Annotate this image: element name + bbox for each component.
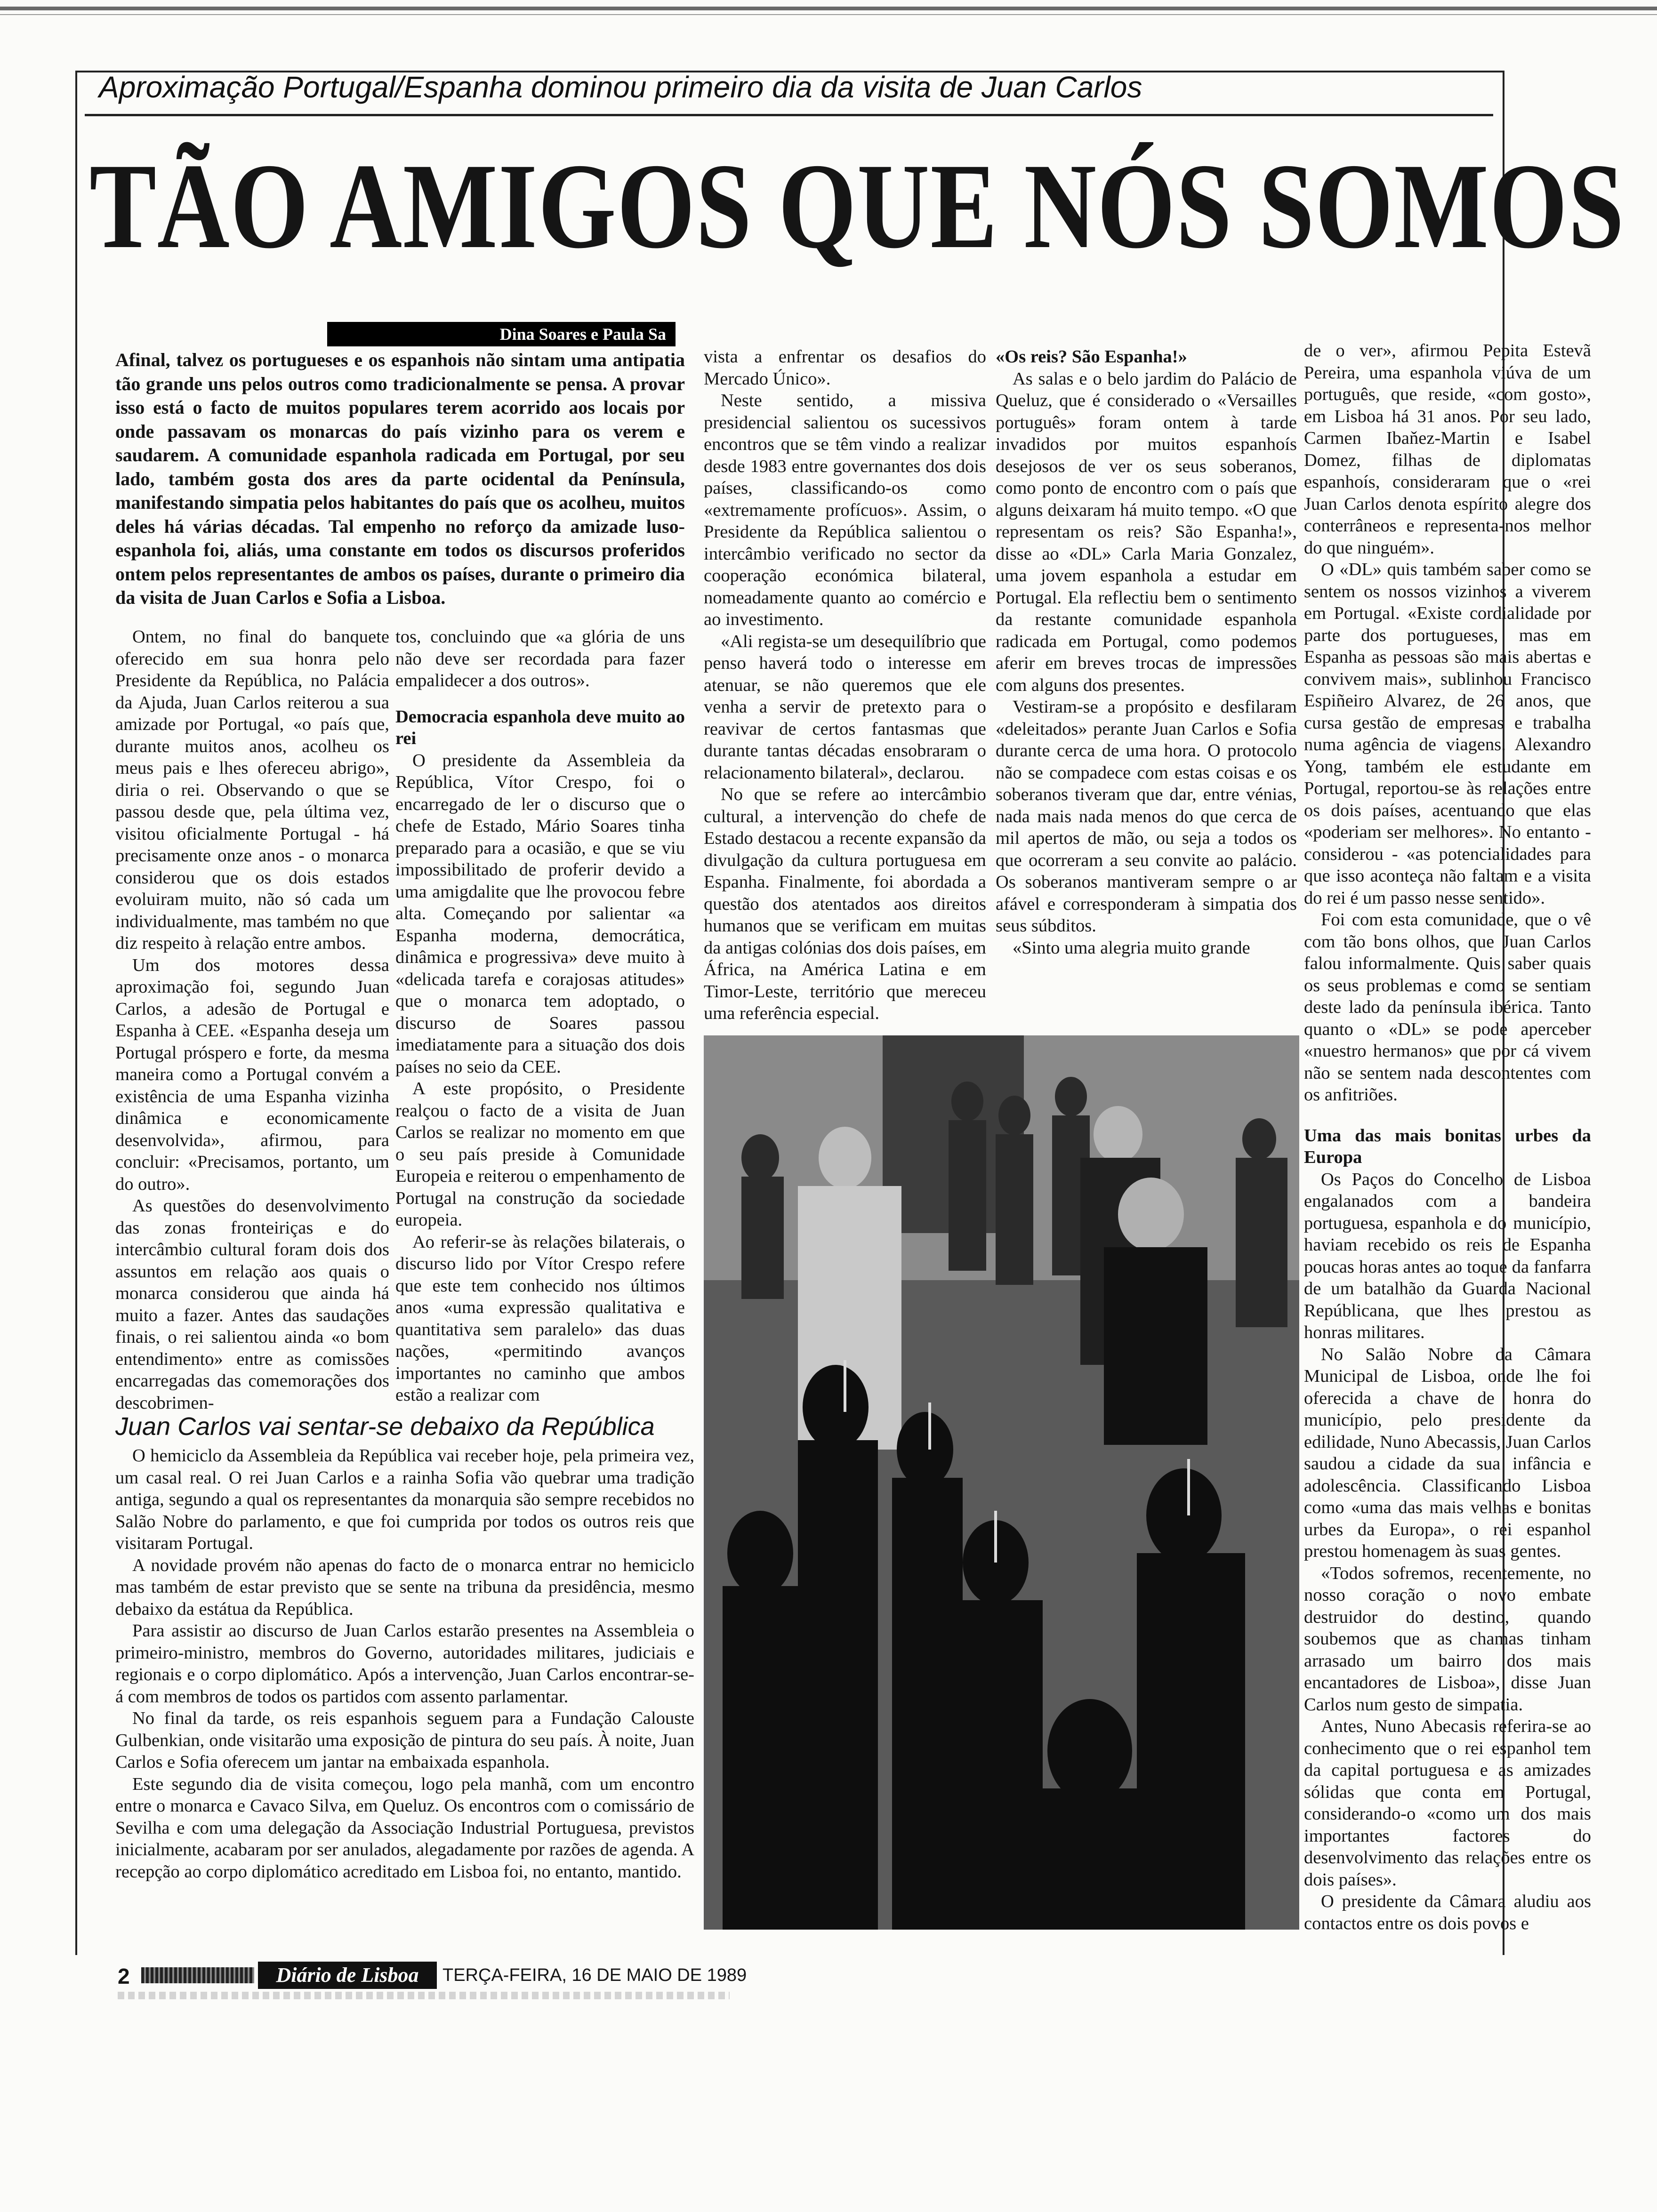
paragraph: vista a enfrentar os desafios do Mercado Único».	[704, 347, 986, 389]
subheading: Democracia espanhola deve muito ao rei	[395, 706, 685, 748]
paragraph: A novidade provém não apenas do facto de o monarca entrar no hemiciclo mas também de estar previsto que se sente na tribuna da presidência, mesmo debaixo da estátua da República.	[115, 1555, 694, 1619]
paragraph: Ontem, no final do banquete oferecido em sua honra pelo Presidente da República, no Palácia da Ajuda, Juan Carlos reiterou a sua amizade por Portugal, «o país que, durante muitos anos, acolheu os meus pais e lhes ofereceu abrigo», diria o rei. Observando o que se passou desde que, pela última vez, visitou oficialmente Portugal - há precisamente onze anos - o monarca considerou que os dois estados evoluiram muito, não só cada um individualmente, mas também no que diz respeito à relação entre ambos.	[115, 627, 389, 953]
paragraph: Os Paços do Concelho de Lisboa engalanados com a bandeira portuguesa, espanhola e do município, haviam recebido os reis de Espanha poucas horas antes ao toque da fanfarra de um batalhão da Guarda Nacional Repúblicana, que lhes prestou as honras militares.	[1304, 1169, 1591, 1342]
paragraph: «Ali regista-se um desequilíbrio que penso haverá todo o interesse em atenuar, se não queremos que ele venha a servir de pretexto para o reavivar de certos fantasmas que durante tantas décadas ensobraram o relacionamento bilateral», declarou.	[704, 631, 986, 783]
paragraph: Foi com esta comunidade, que o vê com tão bons olhos, que Juan Carlos falou informalmente. Quis saber quais os seus problemas e como se sentiam deste lado da península ibérica. Tanto quanto o «DL» se pode aperceber «nuestro hermanos» que por cá vivem não se sentem nada descontentes com os anfitriões.	[1304, 910, 1591, 1105]
top-border-line	[0, 7, 1657, 10]
top-border-thin-line	[0, 14, 1657, 15]
news-photograph	[704, 1035, 1299, 1930]
sidebar-title: Juan Carlos vai sentar-se debaixo da República	[115, 1412, 655, 1441]
paragraph: O hemiciclo da Assembleia da República vai receber hoje, pela primeira vez, um casal real. O rei Juan Carlos e a rainha Sofia vão quebrar uma tradição antiga, segundo a qual os representantes da monarquia são sempre recebidos no Salão Nobre do parlamento, e que foi cumprida por todos os outros reis que visitaram Portugal.	[115, 1446, 694, 1553]
paragraph: No Salão Nobre da Câmara Municipal de Lisboa, onde lhe foi oferecida a chave de honra do município, pelo presidente da edilidade, Nuno Abecassis, Juan Carlos saudou a cidade da sua infância e adolescência. Classificando Lisboa como «uma das mais velhas e bonitas urbes da Europa», o rei espanhol prestou homenagem às suas gentes.	[1304, 1344, 1591, 1561]
paragraph: Um dos motores dessa aproximação foi, segundo Juan Carlos, a adesão de Portugal e Espanha à CEE. «Espanha deseja um Portugal próspero e forte, da mesma maneira como a Portugal convém a existência de uma Espanha vizinha dinâmica e economicamente desenvolvida», afirmou, para concluir: «Precisamos, portanto, um do outro».	[115, 955, 389, 1194]
paragraph: tos, concluindo que «a glória de uns não deve ser recordada para fazer empalidecer a dos outros».	[395, 627, 685, 690]
paragraph: O «DL» quis também saber como se sentem os nossos vizinhos a viverem em Portugal. «Existe cordialidade por parte dos portugueses, mas em Espanha as pessoas são mais abertas e convivem mais», sublinhou Francisco Espiñeiro Alvarez, de 26 anos, que cursa gestão de empresas e trabalha numa agência de viagens. Alexandro Yong, também ele estudante em Portugal, reportou-se às relações entre os dois países, acentuando que elas «poderiam ser melhores». No entanto - considerou - «as potencialidades para que isso aconteça não faltam e a visita do rei é um passo nesse sentido».	[1304, 560, 1591, 908]
paragraph: Este segundo dia de visita começou, logo pela manhã, com um encontro entre o monarca e Cavaco Silva, em Queluz. Os encontros com o comissário de Sevilha e com uma delegação da Associação Industrial Portuguesa, previstos inicialmente, acabaram por ser anulados, alegadamente por razões de agenda. A recepção ao corpo diplomático acreditado em Lisboa foi, no entanto, mantido.	[115, 1774, 694, 1882]
paragraph: A este propósito, o Presidente realçou o facto de a visita de Juan Carlos se realizar no momento em que o seu país preside à Comunidade Europeia e reiterou o empenhamento de Portugal na construção da sociedade europeia.	[395, 1079, 685, 1230]
column-2	[395, 626, 685, 1406]
paragraph: «Sinto uma alegria muito grande	[1013, 938, 1250, 958]
paragraph: Ao referir-se às relações bilaterais, o discurso lido por Vítor Crespo refere que este tem conhecido nos últimos anos «uma expressão qualitativa e quantitativa sem paralelo» das duas nações, «permitindo avanços importantes no caminho que ambos estão a realizar com	[395, 1232, 685, 1405]
paragraph: «Todos sofremos, recentemente, no nosso coração o novo embate destruidor do destino, quando soubemos que as chamas tinham arrasado um bairro dos mais encantadores de Lisboa», disse Juan Carlos num gesto de simpatia.	[1304, 1563, 1591, 1715]
kicker: Aproximação Portugal/Espanha dominou primeiro dia da visita de Juan Carlos	[99, 70, 1142, 104]
paragraph: As salas e o belo jardim do Palácio de Queluz, que é considerado o «Versailles português» foram ontem à tarde invadidos por muitos espanhoís desejosos de ver os seus soberanos, como ponto de encontro com o país que alguns deixaram há muito tempo. «O que representam os reis? São Espanha!», disse ao «DL» Carla Maria Gonzalez, uma jovem espanhola a estudar em Portugal. Ela reflectiu bem o sentimento da restante comunidade espanhola radicada em Portugal, como podemos aferir em breves trocas de impressões com alguns dos presentes.	[996, 369, 1297, 695]
paragraph: de o ver», afirmou Pepita Estevã Pereira, uma espanhola viúva de um português, que reside, «com gosto», em Lisboa há 31 anos. Por seu lado, Carmen Ibaňez-Martin e Isabel Domez, filhas de diplomatas espanhoís, consideraram que o «rei Juan Carlos denota espírito alegre dos conterrâneos e representa-nos melhor do que ninguém».	[1304, 341, 1591, 558]
subheading: Uma das mais bonitas urbes da Europa	[1304, 1125, 1591, 1167]
sidebar-body	[115, 1445, 694, 1883]
photo-illustration	[704, 1035, 1299, 1930]
paragraph: Para assistir ao discurso de Juan Carlos estarão presentes na Assembleia o primeiro-ministro, membros do Governo, autoridades militares, judiciais e regionais e o corpo diplomático. Após a intervenção, Juan Carlos encontrar-se-á com membros de todos os partidos com assento parlamentar.	[115, 1621, 694, 1707]
paragraph: Vestiram-se a propósito e desfilaram «deleitados» perante Juan Carlos e Sofia durante cerca de uma hora. O protocolo não se compadece com estas coisas e os soberanos tiveram que dar, entre vénias, nada mais nada menos do que cerca de mil apertos de mão, ou seja a todos os que ocorreram a seu convite ao palácio. Os soberanos mantiveram sempre o ar afável e corresponderam à simpatia dos seus súbditos.	[996, 697, 1297, 936]
paragraph: No que se refere ao intercâmbio cultural, a intervenção do chefe de Estado destacou a recente expansão da divulgação da cultura portuguesa em Espanha. Finalmente, foi abordada a questão dos atentados aos direitos humanos que se verificam em muitas da antigas colónias dos dois países, em África, na América Latina e em Timor-Leste, território que mereceu uma referência especial.	[704, 785, 986, 1023]
paragraph: Neste sentido, a missiva presidencial salientou os sucessivos encontros que se têm vindo a realizar desde 1983 entre governantes dos dois países, classificando-os como «extremamente profícuos». Assim, o Presidente da República salientou o intercâmbio verificado no sector da cooperação económica bilateral, nomeadamente quanto ao comércio e ao investimento.	[704, 391, 986, 629]
column-3	[704, 346, 986, 1025]
issue-date: TERÇA-FEIRA, 16 DE MAIO DE 1989	[442, 1965, 747, 1985]
page-number: 2	[118, 1964, 130, 1988]
column-5	[1304, 340, 1591, 1934]
paragraph: O presidente da Câmara aludiu aos contactos entre os dois povos e	[1304, 1891, 1591, 1933]
headline: TÃO AMIGOS QUE NÓS SOMOS	[89, 138, 1625, 274]
masthead-logo: Diário de Lisboa	[258, 1962, 437, 1989]
paragraph: As questões do desenvolvimento das zonas fronteiriças e do intercâmbio cultural foram dois dos assuntos em relação aos quais o monarca considerou que ainda há muito a fazer. Antes das saudações finais, o rei salientou ainda «o bom entendimento» entre as comissões encarregadas das comemorações dos descobrimen-	[115, 1196, 389, 1413]
subheading: «Os reis? São Espanha!»	[996, 347, 1187, 367]
paragraph: O presidente da Assembleia da República, Vítor Crespo, foi o encarregado de ler o discurso que o chefe de Estado, Mário Soares tinha preparado para a ocasião, e que se viu impossibilitado de proferir devido a uma amigdalite que lhe provocou febre alta. Começando por salientar «a Espanha moderna, democrática, dinâmica e progressiva» deve muito à «delicada tarefa e corajosas atitudes» que o monarca tem adoptado, o discurso de Soares passou imediatamente para a situação dos dois países no seio da CEE.	[395, 750, 685, 1077]
column-4	[996, 346, 1297, 959]
footer-scan-noise	[118, 1992, 730, 1999]
lead-paragraph: Afinal, talvez os portugueses e os espanhois não sintam uma antipatia tão grande uns pelos outros como tradicionalmente se pensa. A provar isso está o facto de muitos populares terem acorrido aos locais por onde passavam os monarcas do país vizinho para os verem e saudarem. A comunidade espanhola radicada em Portugal, por seu lado, também gosta dos ares da parte ocidental da Península, manifestando simpatia pelos habitantes do país que os acolheu, muitos deles há várias décadas. Tal empenho no reforço da amizade luso-espanhola foi, aliás, uma constante em todos os discursos proferidos ontem pelos representantes de ambos os países, durante o primeiro dia da visita de Juan Carlos e Sofia a Lisboa.	[115, 349, 685, 608]
byline: Dina Soares e Paula Sa	[327, 322, 676, 346]
kicker-rule	[85, 114, 1493, 116]
footer-pattern-band	[141, 1967, 254, 1983]
paragraph: No final da tarde, os reis espanhois seguem para a Fundação Calouste Gulbenkian, onde visitarão uma exposição de pintura do seu país. À noite, Juan Carlos e Sofia oferecem um jantar na embaixada espanhola.	[115, 1708, 694, 1772]
paragraph: Antes, Nuno Abecasis referira-se ao conhecimento que o rei espanhol tem da capital portuguesa e as amizades sólidas que conta em Portugal, considerando-o «como um dos mais importantes factores do desenvolvimento das relações entre os dois países».	[1304, 1716, 1591, 1890]
column-1	[115, 626, 389, 1414]
